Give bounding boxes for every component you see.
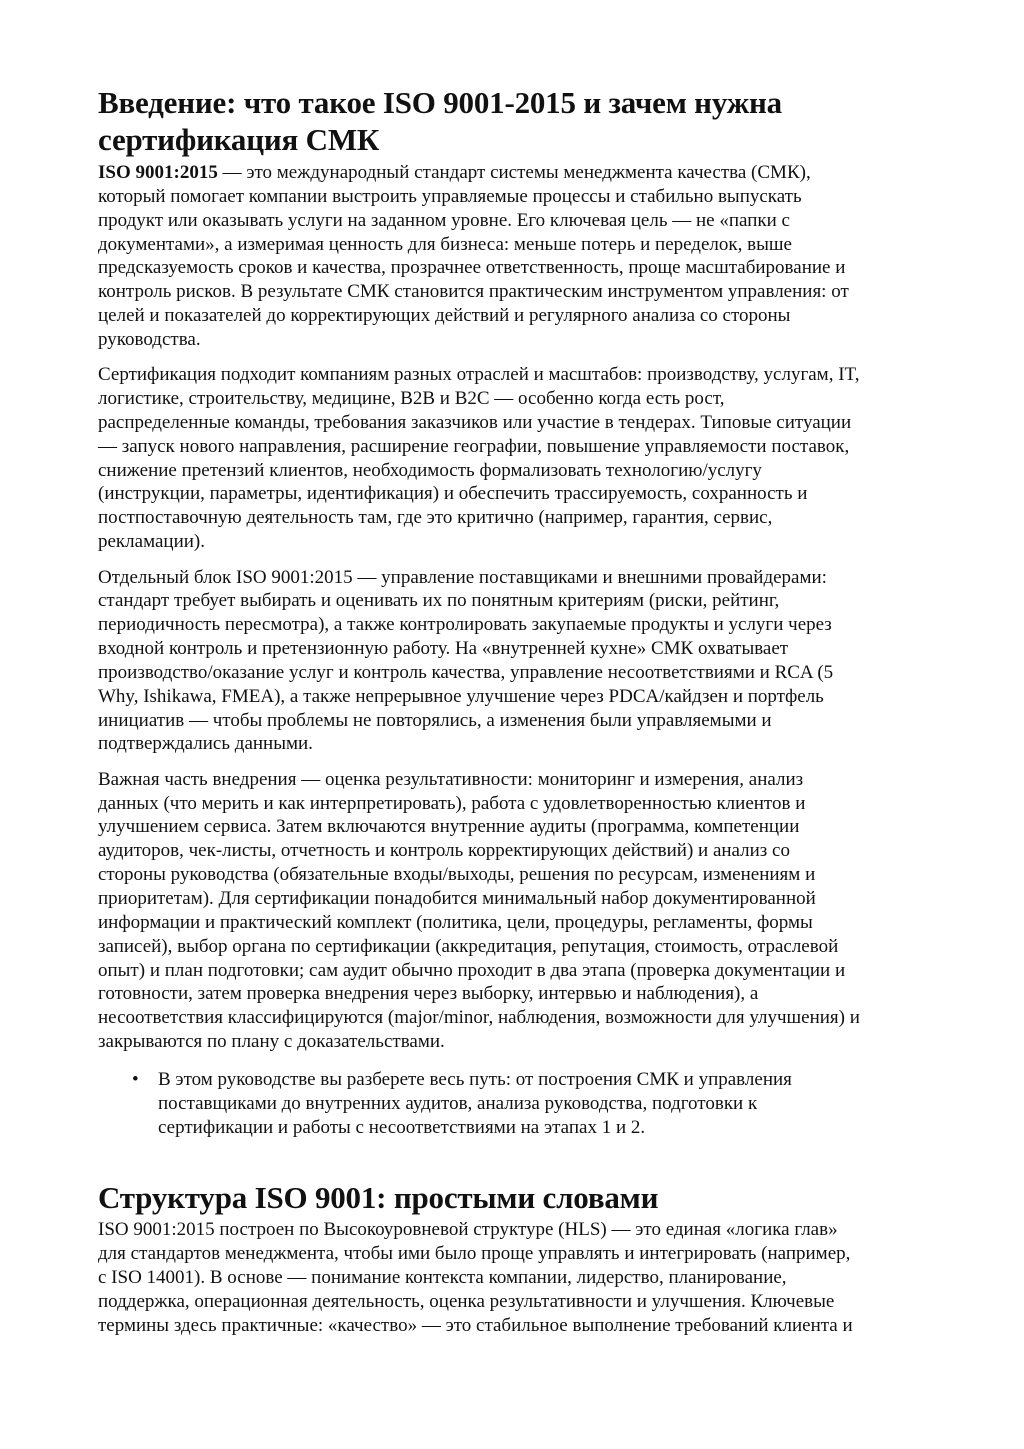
text-line: — запуск нового направления, расширение географии, повышение управляемости поставок, xyxy=(98,435,850,457)
text-line: логистике, строительству, медицине, B2B и B2C — особенно когда есть рост, xyxy=(98,388,725,410)
text-line: закрываются по плану с доказательствами. xyxy=(98,1031,445,1053)
text-line: продукт или оказывать услуги на заданном уровне. Его ключевая цель — не «папки с xyxy=(98,209,790,231)
text-line: (инструкции, параметры, идентификация) и обеспечить трассируемость, сохранность и xyxy=(98,483,808,505)
text-line: готовности, затем проверка внедрения через выборку, интервью и наблюдения), а xyxy=(98,983,759,1005)
text-line: постпоставочную деятельность там, где это критично (например, гарантия, сервис, xyxy=(98,507,773,529)
text-line: Сертификация подходит компаниям разных отраслей и масштабов: производству, услугам, IT, xyxy=(98,364,860,386)
text-line: приоритетам). Для сертификации понадобится минимальный набор документированной xyxy=(98,887,816,909)
text-line: с ISO 14001). В основе — понимание контекста компании, лидерство, планирование, xyxy=(98,1267,787,1289)
line-rest: — это международный стандарт системы менеджмента качества (СМК), xyxy=(217,162,811,183)
text-line: стандарт требует выбирать и оценивать их по понятным критериям (риски, рейтинг, xyxy=(98,590,780,612)
text-line: предсказуемость сроков и качества, прозрачнее ответственность, проще масштабирование и xyxy=(98,257,846,279)
text-line: записей), выбор органа по сертификации (аккредитация, репутация, стоимость, отраслевой xyxy=(98,935,839,957)
heading-line: сертификация СМК xyxy=(98,122,380,157)
text-line: документами», а измеримая ценность для бизнеса: меньше потерь и переделок, выше xyxy=(98,233,792,255)
text-line: информации и практический комплект (политика, цели, процедуры, регламенты, формы xyxy=(98,911,813,933)
body-paragraph xyxy=(98,768,958,1054)
text-line: данных (что мерить и как интерпретировать), работа с удовлетворенностью клиентов и xyxy=(98,792,806,814)
bold-lead: ISO 9001:2015 xyxy=(98,162,218,183)
structure-heading xyxy=(98,1179,958,1216)
text-line: контроль рисков. В результате СМК становится практическим инструментом управления: от xyxy=(98,281,849,303)
intro-paragraph xyxy=(98,161,958,352)
text-line: распределенные команды, требования заказчиков или участие в тендерах. Типовые ситуации xyxy=(98,411,852,433)
text-line xyxy=(98,161,958,185)
text-line: для стандартов менеджмента, чтобы ими было проще управлять и интегрировать (например, xyxy=(98,1243,851,1265)
text-line: периодичность пересмотра), а также контролировать закупаемые продукты и услуги через xyxy=(98,614,832,636)
text-line: стороны руководства (обязательные входы/выходы, решения по ресурсам, изменениям и xyxy=(98,864,816,886)
document-page xyxy=(98,84,958,1349)
text-line: В этом руководстве вы разберете весь путь: от построения СМК и управления xyxy=(158,1068,792,1090)
text-line: поставщиками до внутренних аудитов, анализа руководства, подготовки к xyxy=(158,1092,758,1114)
text-line: аудиторов, чек-листы, отчетность и контроль корректирующих действий) и анализ со xyxy=(98,840,790,862)
text-line: входной контроль и претензионную работу. На «внутренней кухне» СМК охватывает xyxy=(98,638,789,660)
text-line: термины здесь практичные: «качество» — это стабильное выполнение требований клиента и xyxy=(98,1314,853,1336)
text-line: снижение претензий клиентов, необходимость формализовать технологию/услугу xyxy=(98,459,762,481)
structure-paragraph xyxy=(98,1218,958,1337)
text-line: Отдельный блок ISO 9001:2015 — управление поставщиками и внешними провайдерами: xyxy=(98,566,827,588)
body-paragraph xyxy=(98,566,958,757)
text-line: опыт) и план подготовки; сам аудит обычно проходит в два этапа (проверка документации и xyxy=(98,959,846,981)
text-line: инициатив — чтобы проблемы не повторялись, а изменения были управляемыми и xyxy=(98,709,772,731)
text-line: улучшением сервиса. Затем включаются внутренние аудиты (программа, компетенции xyxy=(98,816,800,838)
bullet-item xyxy=(98,1068,958,1140)
text-line: Why, Ishikawa, FMEA), а также непрерывное улучшение через PDCA/кайдзен и портфель xyxy=(98,685,824,707)
bullet-list xyxy=(98,1068,958,1140)
text-line: сертификации и работы с несоответствиями на этапах 1 и 2. xyxy=(158,1116,646,1138)
text-line: ISO 9001:2015 построен по Высокоуровневой структуре (HLS) — это единая «логика глав» xyxy=(98,1219,838,1241)
intro-heading xyxy=(98,84,958,158)
text-line: производство/оказание услуг и контроль качества, управление несоответствиями и RCA (5 xyxy=(98,661,834,683)
text-line: поддержка, операционная деятельность, оценка результативности и улучшения. Ключевые xyxy=(98,1290,835,1312)
text-line: целей и показателей до корректирующих действий и регулярного анализа со стороны xyxy=(98,305,791,327)
text-line: руководства. xyxy=(98,328,201,350)
text-line: подтверждались данными. xyxy=(98,733,313,755)
body-paragraph xyxy=(98,363,958,554)
text-line: Важная часть внедрения — оценка результативности: мониторинг и измерения, анализ xyxy=(98,768,804,790)
text-line: рекламации). xyxy=(98,531,205,553)
heading-line: Структура ISO 9001: простыми словами xyxy=(98,1180,659,1216)
heading-line: Введение: что такое ISO 9001-2015 и зачем нужна xyxy=(98,85,782,120)
text-line: несоответствия классифицируются (major/minor, наблюдения, возможности для улучшения) и xyxy=(98,1007,860,1029)
text-line: который помогает компании выстроить управляемые процессы и стабильно выпускать xyxy=(98,185,802,207)
bullet-icon: • xyxy=(132,1068,139,1090)
